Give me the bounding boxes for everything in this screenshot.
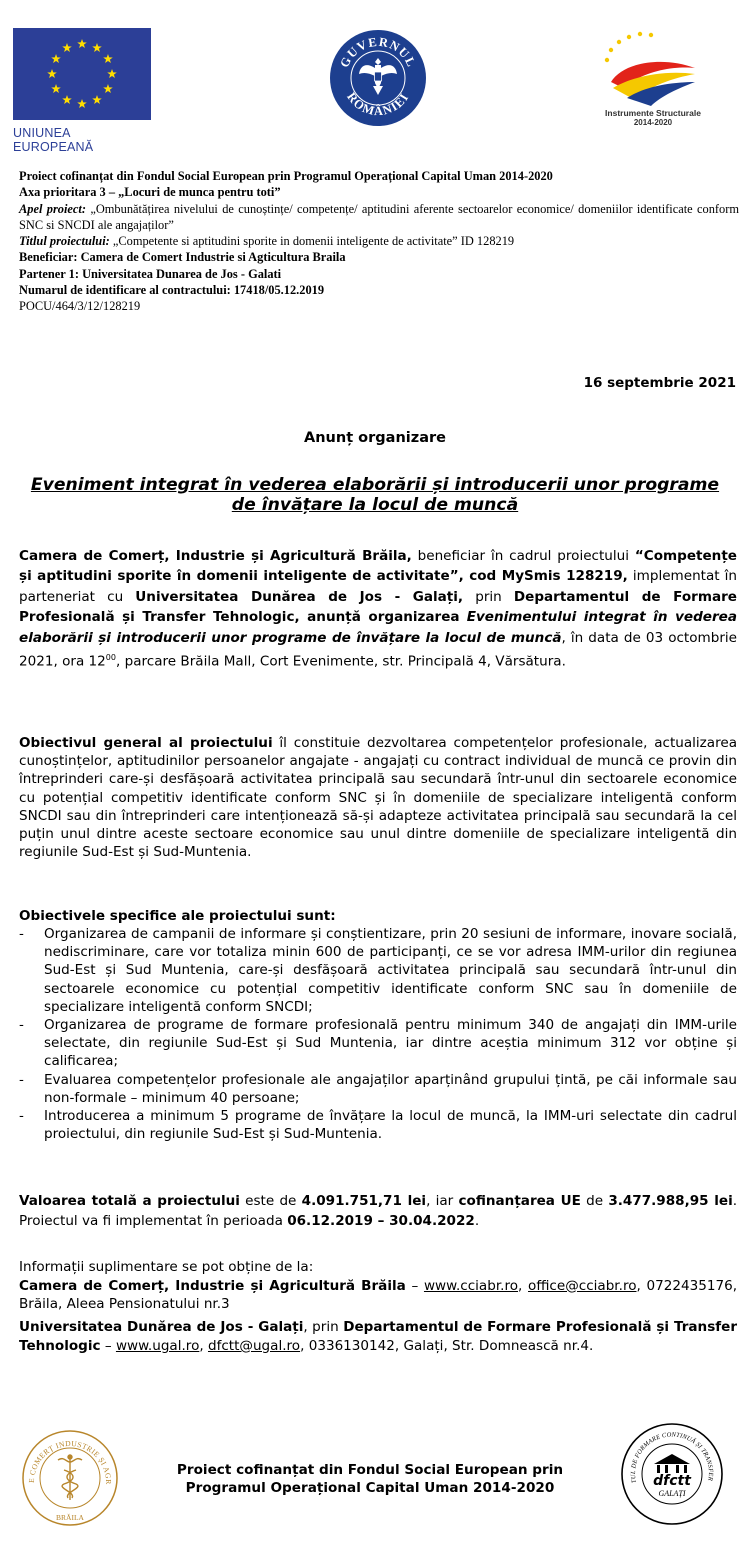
project-value: Valoarea totală a proiectului este de 4.091.751,71 lei, iar cofinanțarea UE de 3.477.988,95 lei. Proiectul va fi implementat în perioada 06.12.2019 – 30.04.2022. (19, 1193, 738, 1229)
dfctt-city-text: GALAȚI (658, 1489, 686, 1498)
eu-logo (13, 28, 153, 154)
project-info (19, 168, 739, 315)
priority-axis: Axa prioritara 3 – „Locuri de munca pentru toti” (19, 185, 281, 200)
eu-caption: UNIUNEA EUROPEANĂ (13, 126, 94, 154)
building-icon (654, 1454, 690, 1473)
page-title: Anunț organizare (304, 430, 446, 446)
contract-number: Numarul de identificare al contractului: 17418/05.12.2019 (19, 283, 325, 298)
eu-star (103, 54, 113, 63)
eu-star (51, 84, 61, 93)
project-title: Titlul proiectului: „Competente si aptitudini sporite in domenii inteligente de activitate” ID 128219 (19, 234, 515, 249)
eu-flag (13, 28, 151, 120)
is-stars-icon (605, 32, 653, 62)
eu-star (47, 69, 57, 78)
eu-star (77, 39, 87, 48)
ccia-city-text: BRĂILA (56, 1513, 84, 1522)
specific-objectives-title: Obiectivele specifice ale proiectului sunt: (19, 908, 336, 924)
intro-paragraph: Camera de Comerț, Industrie și Agricultură Brăila, beneficiar în cadrul proiectului “Competențe și aptitudini sporite în domenii inteligente de activitate”, cod MySmis 128219, implementat în parteneriat cu Universitatea Dunărea de Jos - Galați, prin Departamentul de Formare Profesională și Transfer Tehnologic, anunță organizarea Evenimentului integrat în vederea elaborării și introducerii unor programe de învățare la locul de muncă, în data de 03 octombrie 2021, ora $12^{00}$, parcare Brăila Mall, Cort Evenimente, str. Principală 4, Vărsătura. (19, 548, 738, 670)
specific-objectives-list (19, 925, 737, 1143)
ccia-email-link[interactable]: office@cciabr.ro (528, 1277, 637, 1294)
beneficiary: Beneficiar: Camera de Comert Industrie si Agticultura Braila (19, 250, 346, 265)
contact-intro: Informații suplimentare se pot obține de la: (19, 1259, 314, 1275)
eu-star (92, 43, 102, 52)
list-item: - Introducerea a minimum 5 programe de învățare la locul de muncă, la IMM-uri selectate din cadrul proiectului, din regiunile Sud-Est și Sud-Muntenia. (19, 1108, 737, 1143)
ccia-ring-text: E COMERȚ INDUSTRIE ȘI AGR (26, 1438, 114, 1485)
ccia-logo (20, 1428, 120, 1528)
caduceus-icon (58, 1455, 82, 1500)
partner: Partener 1: Universitatea Dunarea de Jos - Galati (19, 266, 282, 281)
dfctt-name-text: dfctt (653, 1473, 691, 1489)
dfctt-logo (620, 1422, 724, 1526)
ccia-website-link[interactable]: www.cciabr.ro (423, 1277, 519, 1294)
footer-cofinancing (150, 1461, 590, 1497)
announcement-date: 16 septembrie 2021 (583, 375, 736, 391)
dfctt-ring-text: TUL DE FORMARE CONTINUĂ ȘI TRANSFER (629, 1431, 715, 1484)
contact-ugal: Universitatea Dunărea de Jos - Galați, prin Departamentul de Formare Profesională și Transfer Tehnologic – www.ugal.ro, dfctt@ugal.ro, 0336130142, Galați, Str. Domnească nr.4. (19, 1319, 738, 1354)
government-logo (328, 28, 428, 128)
eu-star (103, 84, 113, 93)
list-item: - Organizarea de campanii de informare și conștientizare, prin 20 sesiuni de informare, inovare socială, nediscriminare, care vor totaliza minin 600 de participanți, ce se vor adresa IMM-urilor din regiunea Sud-Est și Sud Muntenia, care-și desfășoară activitatea principală sau secundară într-unul din sectoarele economice cu potențial competitiv identificate conform SNC sau în domeniile de specializare inteligentă conform SNCDI; (19, 926, 737, 1015)
eu-star (77, 99, 87, 108)
project-call: Apel proiect: „Ombunătățirea nivelului de cunoștințe/ competențe/ aptitudini aferente sectoarelor economice/ domeniilor identificate conform SNC si SNCDI ale angajaților” (19, 201, 739, 232)
list-item: - Organizarea de programe de formare profesională pentru minimum 340 de angajați din IMM-urile selectate, din regiunile Sud-Est și Sud Muntenia, iar dintre aceștia minimum 312 vor obține și calificarea; (19, 1017, 737, 1070)
project-cofinancing-line: Proiect cofinanțat din Fondul Social European prin Programul Operațional Capital Uman 2014-2020 (19, 169, 553, 183)
list-item: - Evaluarea competențelor profesionale ale angajaților aparținând grupului țintă, pe căi informale sau non-formale – minimum 40 persoane; (19, 1071, 737, 1106)
general-objective: Obiectivul general al proiectului îl constituie dezvoltarea competențelor profesionale, actualizarea cunoștințelor, aptitudinilor persoanelor angajate - angajați cu contract individual de muncă ce provin din întreprinderi care-și desfășoară activitatea principală sau secundară într-unul din sectoarele economice cu potențial competitiv identificate conform SNC și în domeniile de specializare inteligentă conform SNCDI sau din întreprinderi care intenționează să-și adapteze activitatea principală sau secundară la cel puțin unul dintre aceste sectoare economice sau unul dintre domeniile de specializare inteligentă din regiunile Sud-Est și Sud-Muntenia. (19, 735, 737, 861)
eu-stars-icon (13, 28, 151, 120)
gov-top-text: GUVERNUL (337, 34, 419, 70)
contact-info (19, 1258, 737, 1356)
contact-ccia: Camera de Comerț, Industrie și Agricultură Brăila – www.cciabr.ro, office@cciabr.ro, 0722435176, Brăila, Aleea Pensionatului nr.3 (19, 1277, 738, 1313)
is-line2: 2014-2020 (633, 118, 673, 126)
structural-instruments-logo (583, 26, 723, 126)
eu-star (92, 95, 102, 104)
eu-star (62, 43, 72, 52)
gov-bottom-text: ROMÂNIEI (344, 89, 412, 119)
eu-star (51, 54, 61, 63)
eu-star (62, 95, 72, 104)
ugal-website-link[interactable]: www.ugal.ro (115, 1337, 200, 1354)
ugal-email-link[interactable]: dfctt@ugal.ro (207, 1337, 301, 1354)
eu-star (107, 69, 117, 78)
event-title: Eveniment integrat în vederea elaborării și introducerii unor programe de învățare la locul de muncă (30, 475, 720, 515)
is-line1: Instrumente Structurale (605, 108, 701, 118)
footer-line1: Proiect cofinanțat din Fondul Social European prin (176, 1462, 564, 1478)
footer-line2: Programul Operațional Capital Uman 2014-2020 (185, 1480, 555, 1496)
project-code: POCU/464/3/12/128219 (19, 299, 141, 314)
